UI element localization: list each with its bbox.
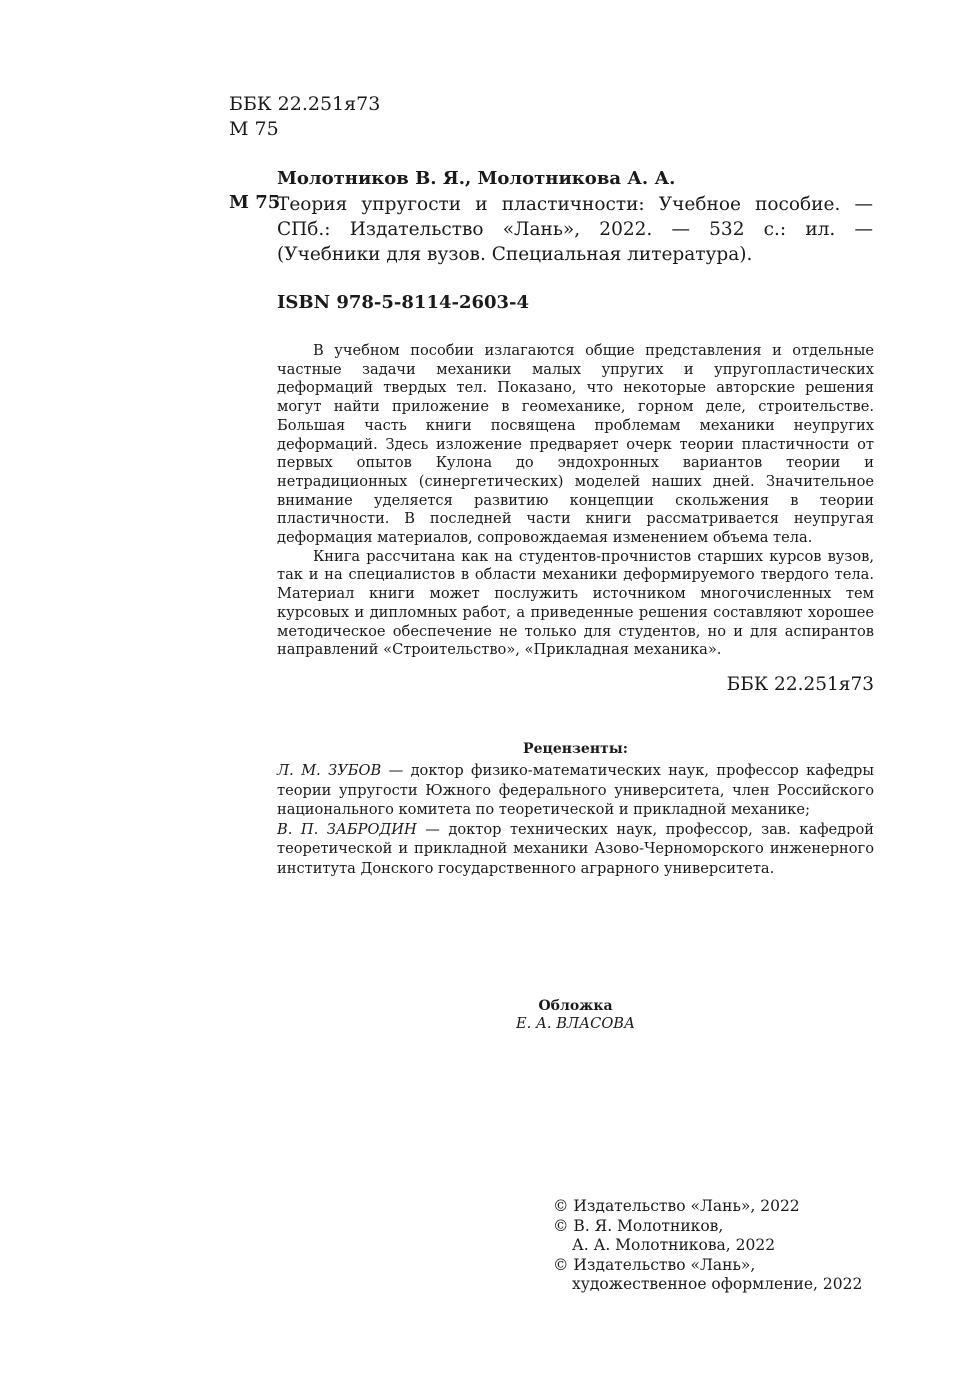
copyright-line: © В. Я. Молотников, — [553, 1216, 724, 1235]
reviewers-title: Рецензенты: — [523, 741, 628, 757]
copyright-line: художественное оформление, 2022 — [572, 1275, 863, 1293]
annotation — [277, 342, 874, 660]
authors: Молотников В. Я., Молотникова А. А. — [277, 168, 676, 189]
reviewers — [277, 761, 874, 878]
bbk-header — [229, 92, 380, 142]
copyright-line: © Издательство «Лань», 2022 — [553, 1197, 800, 1215]
isbn: ISBN 978-5-8114-2603-4 — [277, 292, 530, 313]
bbk-code-right: ББК 22.251я73 — [726, 674, 874, 695]
cover-title: Обложка — [538, 998, 613, 1014]
bbk-code: ББК 22.251я73 — [229, 93, 381, 115]
author-mark: М 75 — [229, 118, 279, 140]
reviewer-entry — [277, 761, 874, 820]
call-mark: М 75 — [229, 192, 281, 213]
annotation-paragraph: Книга рассчитана как на студентов-прочнистов старших курсов вузов, так и на специалистов в области механики деформируемого твердого тела. Материал книги может послужить источником многочисленных тем курсовых и дипломных работ, а приведенные решения составляют хорошее методическое обеспечение не только для студентов, но и для аспирантов направлений «Строительство», «Прикладная механика». — [277, 547, 874, 659]
annotation-paragraph: В учебном пособии излагаются общие представления и отдельные частные задачи механики малых упругих и упругопластических деформаций твердых тел. Показано, что некоторые авторские решения могут найти приложение в геомеханике, горном деле, строительстве. Большая часть книги посвящена проблемам механики неупругих деформаций. Здесь изложение предваряет очерк теории пластичности от первых опытов Кулона до эндохронных вариантов теории и нетрадиционных (синергетических) моделей наших дней. Значительное внимание уделяется развитию концепции скольжения в теории пластичности. В последней части книги рассматривается неупругая деформация материалов, сопровождаемая изменением объема тела. — [277, 342, 874, 547]
copyright-line: А. А. Молотникова, 2022 — [572, 1236, 776, 1254]
cover-designer: Е. А. ВЛАСОВА — [515, 1015, 636, 1032]
copyright-block — [553, 1197, 862, 1295]
reviewer-description: — доктор технических наук, профессор, зав. кафедрой теоретической и прикладной механики Азово-Черноморского инженерного института Донского государственного аграрного университета. — [277, 820, 874, 877]
copyright-line: © Издательство «Лань», — [553, 1255, 756, 1274]
reviewer-description: — доктор физико-математических наук, профессор кафедры теории упругости Южного федерального университета, член Российского национального комитета по теоретической и прикладной механике; — [277, 762, 874, 818]
reviewer-name: В. П. ЗАБРОДИН — [277, 820, 417, 838]
reviewer-name: Л. М. ЗУБОВ — [277, 762, 382, 779]
reviewer-entry — [277, 820, 874, 879]
bibliographic-description: Теория упругости и пластичности: Учебное пособие. — СПб.: Издательство «Лань», 2022. — 532 с.: ил. — (Учебники для вузов. Специальная литература). — [277, 194, 873, 265]
